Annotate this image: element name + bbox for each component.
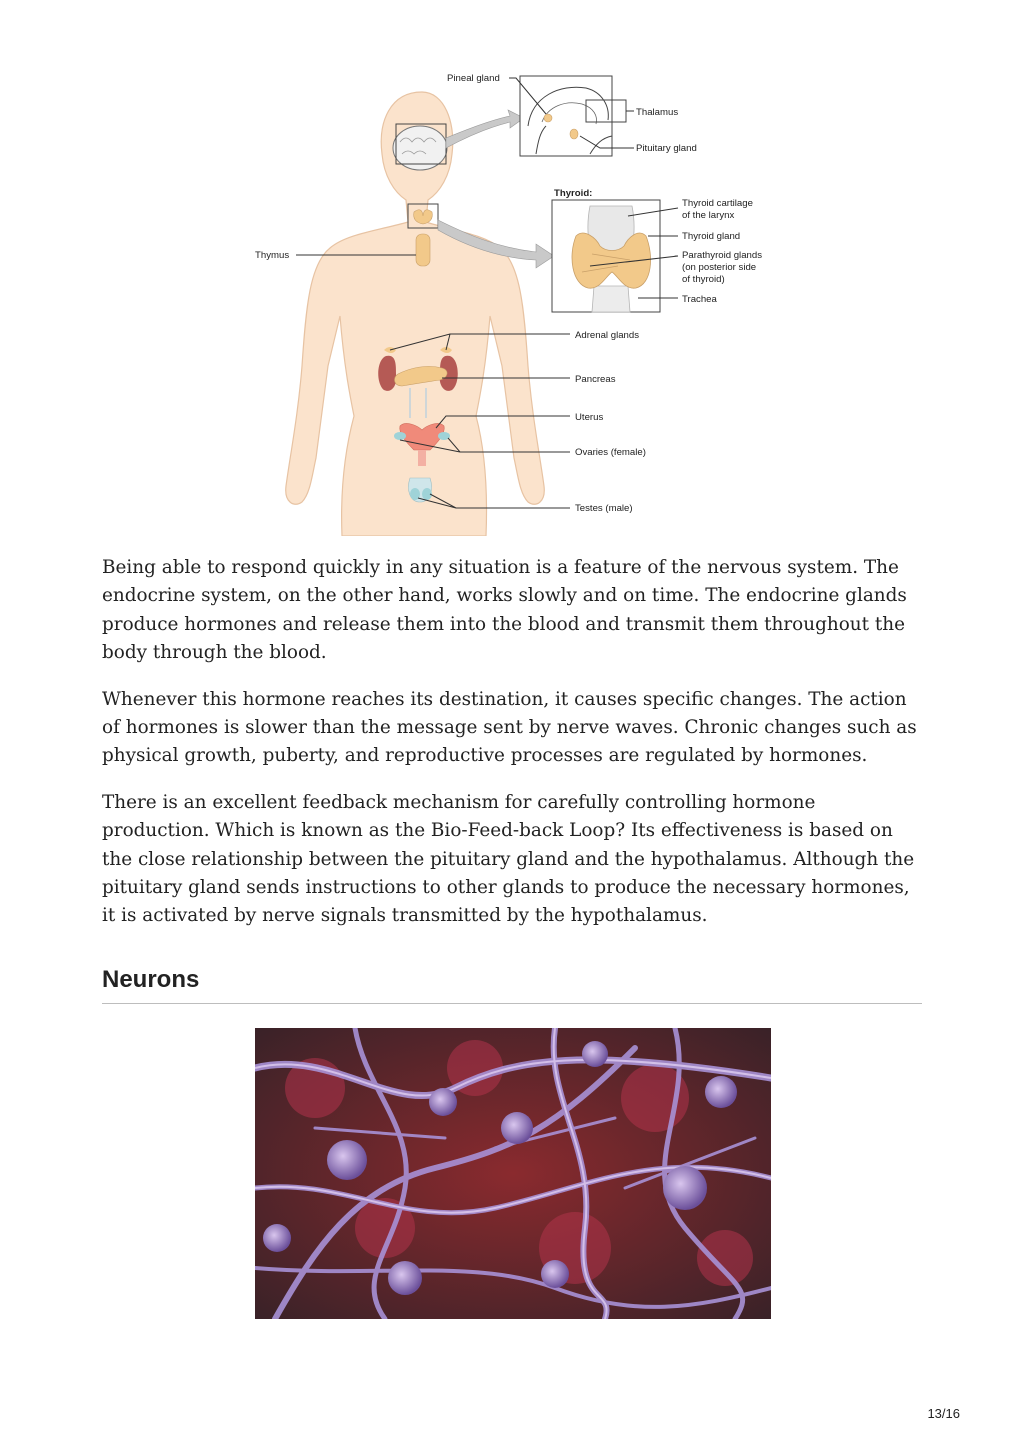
label-parathyroid-1: Parathyroid glands	[682, 250, 762, 261]
label-thalamus: Thalamus	[636, 107, 679, 118]
left-kidney	[378, 356, 396, 391]
paragraph-3: There is an excellent feedback mechanism for carefully controlling hormone production. Which is known as the Bio-Feed-back Loop? Its effectiveness is based on the close relationship between the pituitary gland and the hypothalamus. Although the pituitary gland sends instructions to other glands to produce the necessary hormones, it is activated by nerve signals transmitted by the hypothalamus.	[102, 791, 915, 927]
label-thyroid-cartilage-1: Thyroid cartilage	[682, 198, 753, 209]
label-thyroid-cartilage-2: of the larynx	[682, 210, 735, 221]
paragraph-1: Being able to respond quickly in any situation is a feature of the nervous system. The endocrine system, on the other hand, works slowly and on time. The endocrine glands produce hormones and release them into the blood and transmit them throughout the body through the blood.	[102, 557, 907, 664]
label-thyroid-gland: Thyroid gland	[682, 231, 741, 242]
neurons-illustration	[255, 1028, 771, 1319]
neurons-image	[255, 1028, 771, 1319]
endocrine-system-figure	[250, 66, 780, 536]
endocrine-diagram	[250, 66, 780, 536]
pituitary-dot	[570, 129, 578, 139]
label-pineal-gland: Pineal gland	[447, 73, 500, 84]
label-thyroid-title: Thyroid:	[554, 188, 593, 199]
label-pancreas: Pancreas	[575, 374, 616, 385]
section-heading-neurons: Neurons	[102, 966, 922, 1004]
label-uterus: Uterus	[575, 412, 604, 423]
label-ovaries: Ovaries (female)	[575, 447, 646, 458]
brain	[393, 126, 447, 170]
page-number: 13/16	[927, 1406, 960, 1421]
label-thymus: Thymus	[255, 250, 290, 261]
label-parathyroid-2: (on posterior side	[682, 262, 757, 273]
label-parathyroid-3: of thyroid)	[682, 274, 725, 285]
pineal-dot	[544, 114, 552, 122]
article-body	[102, 554, 922, 949]
paragraph-2: Whenever this hormone reaches its destination, it causes specific changes. The action of hormones is slower than the message sent by nerve waves. Chronic changes such as physical growth, puberty, and reproductive processes are regulated by hormones.	[102, 688, 917, 767]
label-testes: Testes (male)	[575, 503, 633, 514]
label-pituitary-gland: Pituitary gland	[636, 143, 697, 154]
thymus-organ	[416, 234, 430, 266]
label-adrenal-glands: Adrenal glands	[575, 330, 640, 341]
label-trachea: Trachea	[682, 294, 717, 305]
brain-arrow	[446, 110, 524, 148]
